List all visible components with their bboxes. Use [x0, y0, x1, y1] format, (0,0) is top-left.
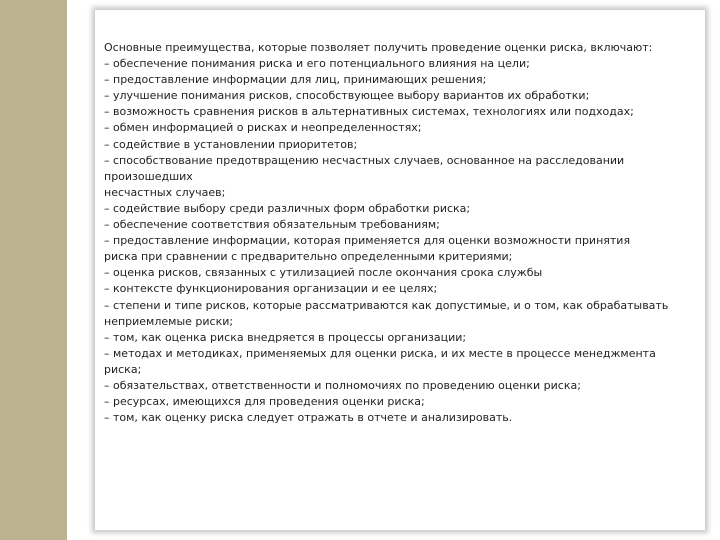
text-line: Основные преимущества, которые позволяет получить проведение оценки риска, включают:	[104, 41, 653, 54]
text-line: произошедших	[104, 169, 193, 183]
text-line: – улучшение понимания рисков, способствующее выбору вариантов их обработки;	[104, 89, 590, 103]
text-line: неприемлемые риски;	[104, 314, 234, 328]
text-line: – том, как оценка риска внедряется в процессы организации;	[104, 330, 467, 344]
text-line: – возможность сравнения рисков в альтернативных системах, технологиях или подходах;	[104, 105, 634, 119]
text-line: – том, как оценку риска следует отражать в отчете и анализировать.	[104, 411, 513, 425]
text-line: – содействие в установлении приоритетов;	[104, 137, 358, 151]
text-line: – обмен информацией о рисках и неопределенностях;	[104, 121, 422, 135]
text-line: – обеспечение соответствия обязательным требованиям;	[104, 218, 440, 232]
text-line: – обеспечение понимания риска и его потенциального влияния на цели;	[104, 57, 530, 71]
text-line: – степени и типе рисков, которые рассматриваются как допустимые, и о том, как обрабатывать	[104, 298, 669, 312]
text-line: – предоставление информации, которая применяется для оценки возможности принятия	[104, 234, 631, 248]
text-line: – ресурсах, имеющихся для проведения оценки риска;	[104, 395, 425, 409]
text-line: – оценка рисков, связанных с утилизацией после окончания срока службы	[104, 266, 543, 280]
text-line: – способствование предотвращению несчастных случаев, основанное на расследовании	[104, 153, 625, 167]
text-line: – обязательствах, ответственности и полномочиях по проведению оценки риска;	[104, 378, 581, 392]
text-line: риска;	[104, 362, 142, 376]
text-line: риска при сравнении с предварительно определенными критериями;	[104, 250, 513, 264]
body-text	[104, 40, 702, 426]
text-line: – контексте функционирования организации и ее целях;	[104, 282, 438, 296]
text-line: – предоставление информации для лиц, принимающих решения;	[104, 73, 487, 87]
text-line: – методах и методиках, применяемых для оценки риска, и их месте в процессе менеджмента	[104, 346, 656, 360]
text-line: – содействие выбору среди различных форм обработки риска;	[104, 201, 471, 215]
text-line: несчастных случаев;	[104, 185, 226, 199]
side-decoration-band	[0, 0, 67, 540]
